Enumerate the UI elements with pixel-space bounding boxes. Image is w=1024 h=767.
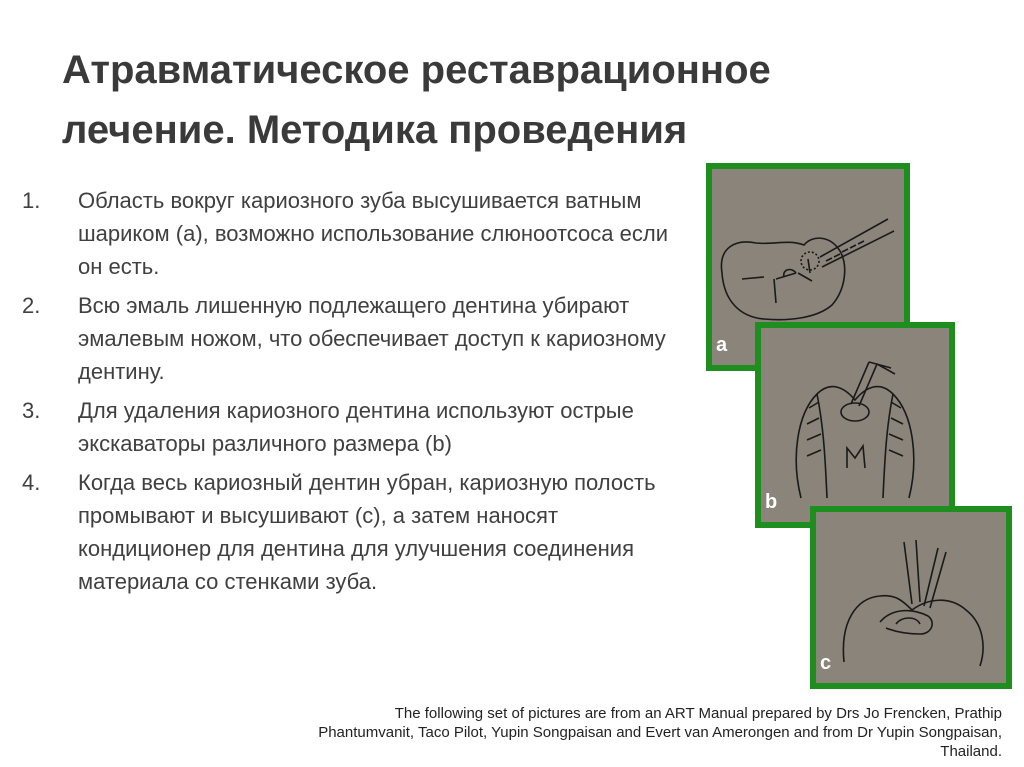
step-item [22, 466, 682, 598]
panel-label: a [716, 334, 728, 356]
step-item [22, 289, 682, 388]
cavity-washing-illustration [816, 512, 1006, 683]
procedure-steps-list [22, 184, 682, 604]
step-item [22, 184, 682, 283]
illustration-panel-b [755, 322, 955, 528]
slide-title [62, 40, 882, 160]
step-text: Для удаления кариозного дентина используют острые экскаваторы различного размера (b) [78, 398, 634, 456]
step-number: 4. [22, 470, 41, 495]
excavator-illustration [761, 328, 949, 522]
step-item [22, 394, 682, 460]
panel-label: c [820, 652, 832, 674]
slide-title-line-2: лечение. Методика проведения [62, 108, 688, 152]
image-credit-note: The following set of pictures are from an ART Manual prepared by Drs Jo Frencken, Prathip Phantumvanit, Taco Pilot, Yupin Songpaisan and Evert van Amerongen and from Dr Yupin Songpaisan, Thailand. [318, 705, 1002, 760]
step-text: Всю эмаль лишенную подлежащего дентина убирают эмалевым ножом, что обеспечивает доступ к кариозному дентину. [78, 293, 666, 384]
step-number: 2. [22, 293, 41, 318]
step-text: Когда весь кариозный дентин убран, кариозную полость промывают и высушивают (c), а затем наносят кондиционер для дентина для улучшения соединения материала со стенками зуба. [78, 470, 656, 594]
illustration-panel-c [810, 506, 1012, 689]
step-number: 3. [22, 398, 41, 423]
step-number: 1. [22, 188, 41, 213]
slide-title-line-1: Атравматическое реставрационное [62, 48, 771, 92]
panel-label: b [765, 491, 778, 513]
step-text: Область вокруг кариозного зуба высушивается ватным шариком (a), возможно использование слюноотсоса если он есть. [78, 188, 668, 279]
